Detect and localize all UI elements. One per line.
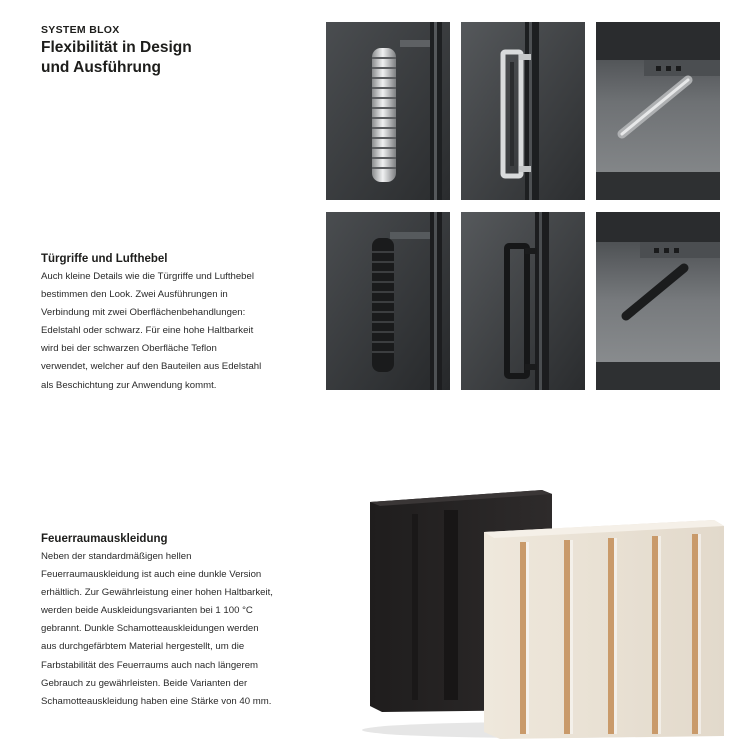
section-heading: Türgriffe und Lufthebel [41,253,168,265]
section-body [41,268,301,395]
photo-air-lever-black [596,212,720,390]
body-line: Neben der standardmäßigen hellen [41,551,192,562]
page-title-line: und Ausführung [41,59,161,76]
body-line: wird bei der schwarzen Oberfläche Teflon [41,343,217,355]
body-line: Schamotteauskleidung haben eine Stärke von 40 mm. [41,695,272,707]
section-body [41,548,301,711]
photo-handle-spring-stainless [326,22,450,200]
body-line: aus durchgefärbtem Material hergestellt, um die [41,641,245,653]
body-line: bestimmen den Look. Zwei Ausführungen in [41,289,228,301]
body-line: Auch kleine Details wie die Türgriffe und Lufthebel [41,271,254,282]
body-line: Verbindung mit zwei Oberflächenbehandlungen: [41,307,246,319]
firebox-lining-bricks-image [352,480,738,739]
section-door-handles [41,253,301,395]
body-line: Feuerraumauskleidung ist auch eine dunkle Version [41,569,262,581]
eyebrow-label: SYSTEM BLOX [41,24,120,36]
body-line: verwendet, welcher auf den Bauteilen aus Edelstahl [41,361,262,373]
section-heading: Feuerraumauskleidung [41,533,168,545]
page-title [41,38,281,78]
photo-handle-bracket-stainless [461,22,585,200]
body-line: erhältlich. Zur Gewährleistung einer hohen Haltbarkeit, [41,587,273,599]
section-firebox-lining [41,533,301,711]
body-line: Edelstahl oder schwarz. Für eine hohe Haltbarkeit [41,325,254,337]
body-line: werden beide Auskleidungsvarianten bei 1 100 °C [41,605,253,617]
body-line: Farbstabilität des Feuerraums auch nach längerem [41,659,259,671]
body-line: als Beschichtung zur Anwendung kommt. [41,379,217,391]
body-line: gebrannt. Dunkle Schamotteauskleidungen werden [41,623,259,635]
photo-handle-spring-black [326,212,450,390]
page-title-line: Flexibilität in Design [41,39,192,56]
photo-handle-bracket-black [461,212,585,390]
body-line: Gebrauch zu gewährleisten. Beide Varianten der [41,677,248,689]
photo-air-lever-stainless [596,22,720,200]
